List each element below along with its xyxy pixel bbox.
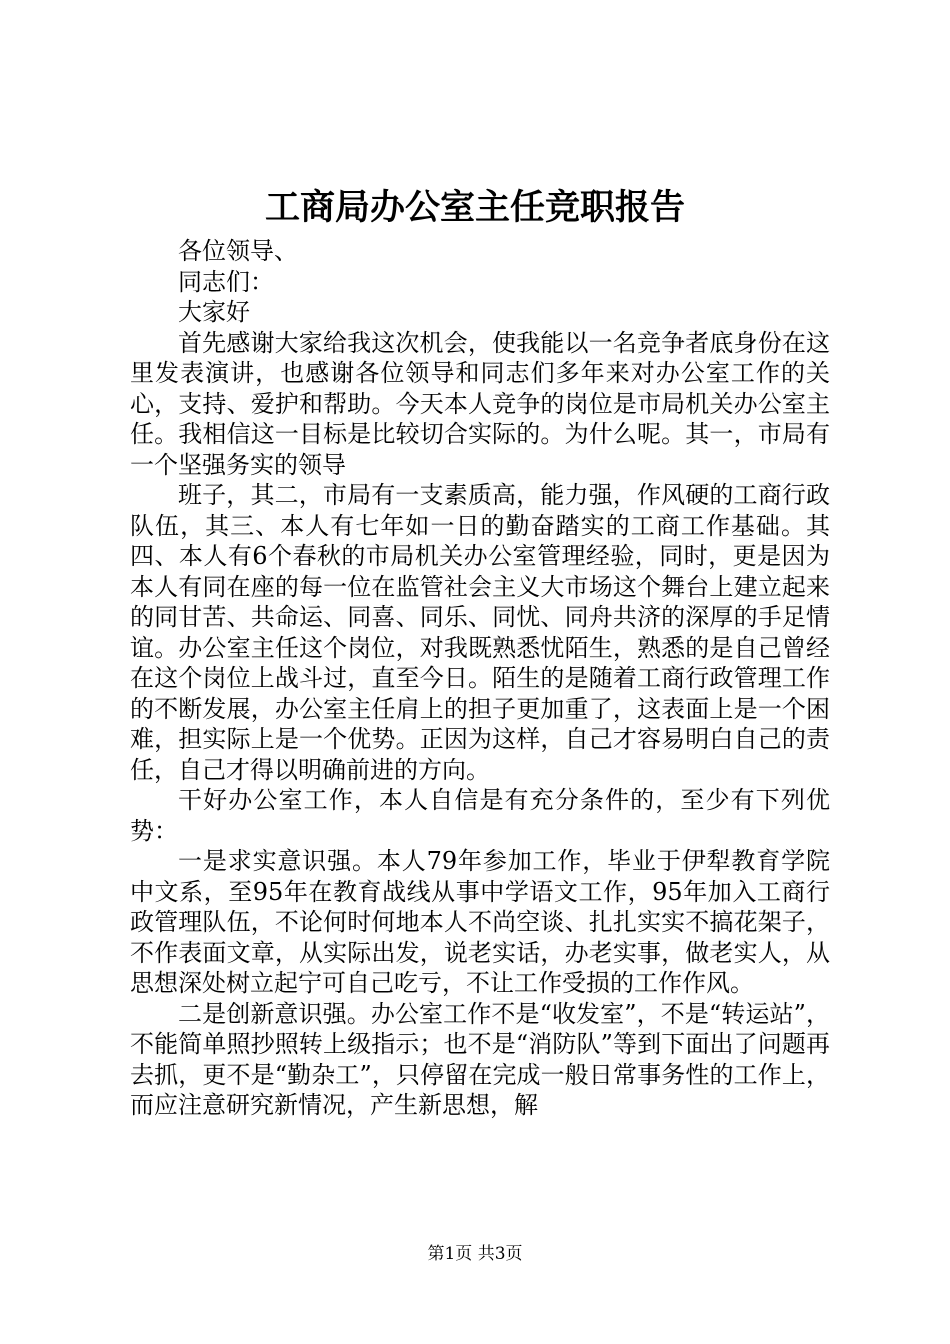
document-title: 工商局办公室主任竞职报告 — [264, 187, 685, 228]
paragraph-opening: 首先感谢大家给我这次机会，使我能以一名竞争者底身份在这里发表演讲，也感谢各位领导和同志们多年来对办公室工作的关心，支持、爱护和帮助。今天本人竞争的岗位是市局机关办公室主任。我相信这一目标是比较切合实际的。为什么呢。其一，市局有一个坚强务实的领导 — [130, 328, 830, 479]
paragraph-reasons: 班子，其二，市局有一支素质高，能力强，作风硬的工商行政队伍，其三、本人有七年如一日的勤奋踏实的工商工作基础。其四、本人有6个春秋的市局机关办公室管理经验，同时，更是因为本人有同在座的每一位在监管社会主义大市场这个舞台上建立起来的同甘苦、共命运、同喜、同乐、同忧、同舟共济的深厚的手足情谊。办公室主任这个岗位，对我既熟悉忧陌生，熟悉的是自己曾经在这个岗位上战斗过，直至今日。陌生的是随着工商行政管理工作的不断发展，办公室主任肩上的担子更加重了，这表面上是一个困难，担实际上是一个优势。正因为这样，自己才容易明白自己的责任，自己才得以明确前进的方向。 — [130, 481, 830, 784]
salutation-comrades: 同志们： — [178, 267, 274, 296]
page-footer: 第1页 共3页 — [427, 1244, 523, 1264]
paragraph-advantage-one: 一是求实意识强。本人79年参加工作，毕业于伊犁教育学院中文系，至95年在教育战线从事中学语文工作，95年加入工商行政管理队伍，不论何时何地本人不尚空谈、扎扎实实不搞花架子，不作表面文章，从实际出发，说老实话，办老实事，做老实人，从思想深处树立起宁可自己吃亏，不让工作受损的工作作风。 — [130, 847, 830, 997]
paragraph-advantage-two: 二是创新意识强。办公室工作不是“收发室”，不是“转运站”，不能简单照抄照转上级指示；也不是“消防队”等到下面出了问题再去抓，更不是“勤杂工”，只停留在完成一般日常事务性的工作上，而应注意研究新情况，产生新思想，解 — [130, 999, 830, 1119]
paragraph-advantages-intro: 干好办公室工作，本人自信是有充分条件的，至少有下列优势： — [130, 786, 830, 845]
salutation-leaders: 各位领导、 — [178, 237, 298, 265]
greeting: 大家好 — [178, 298, 250, 326]
document-body — [130, 236, 830, 1121]
